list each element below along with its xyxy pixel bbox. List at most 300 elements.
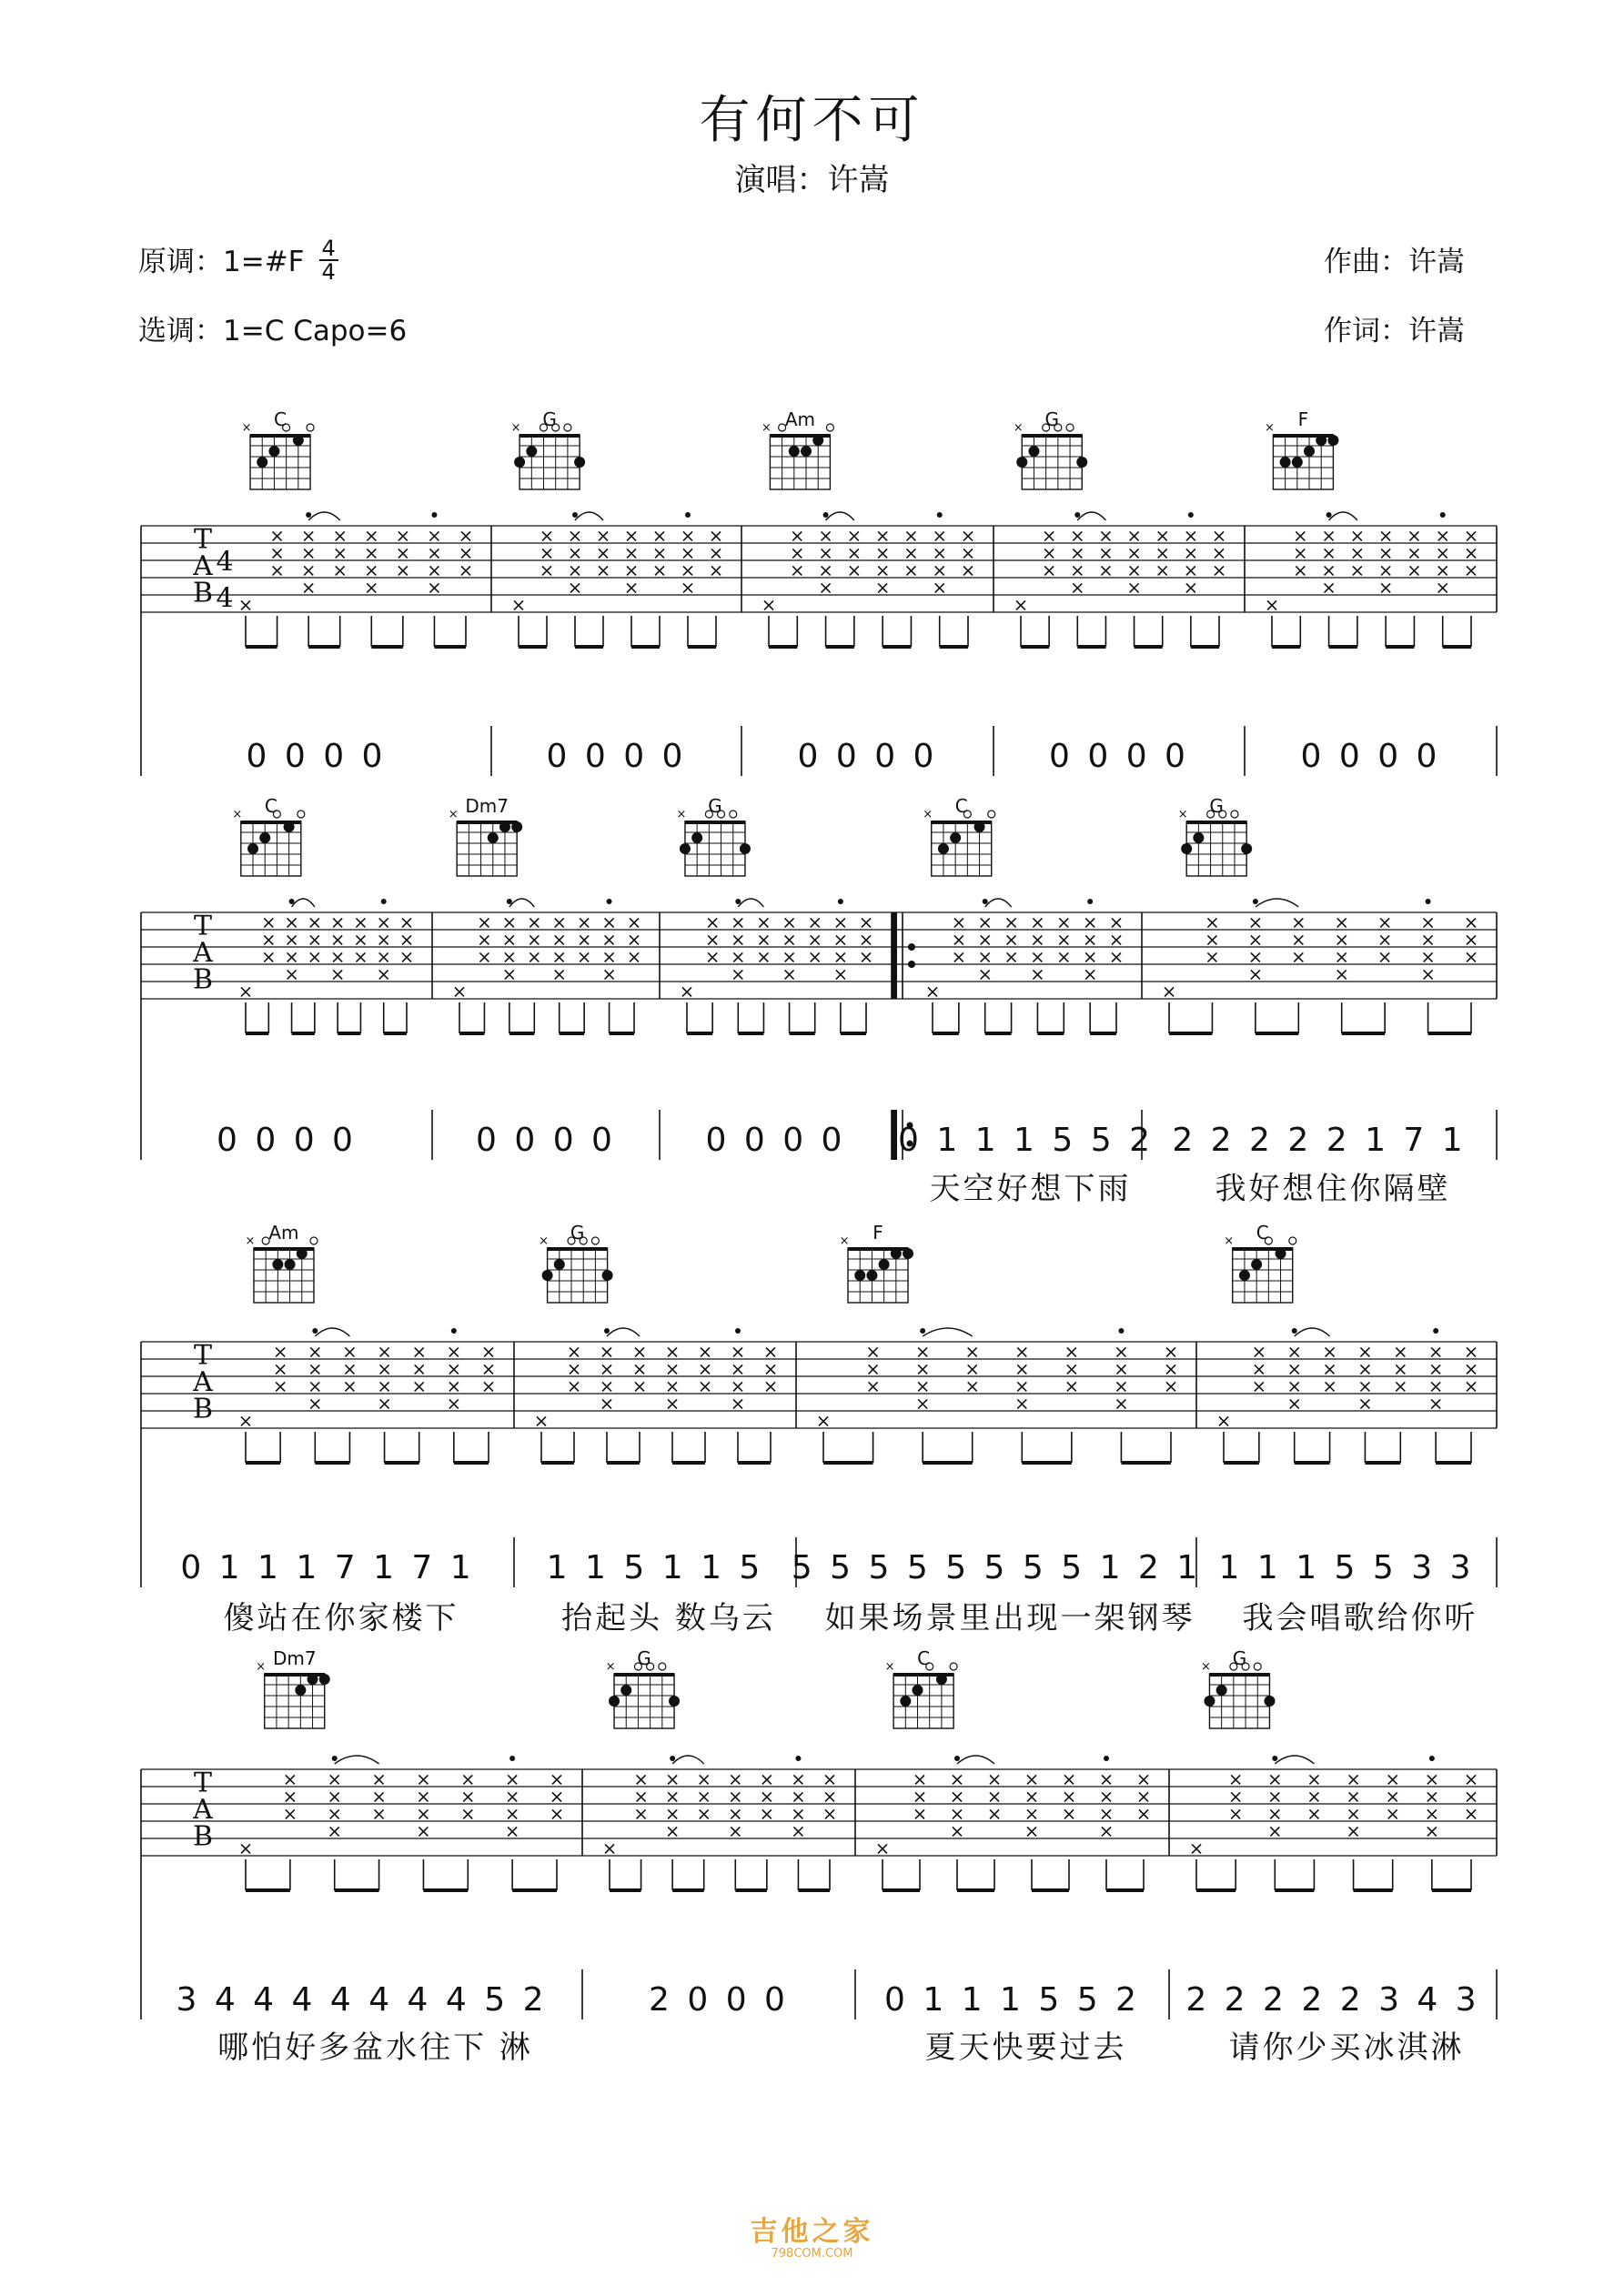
tab-strum-cross — [1251, 952, 1260, 962]
tab-strum-cross — [367, 583, 376, 592]
tab-strum-cross — [1326, 1347, 1335, 1356]
tab-strum-cross — [637, 1809, 646, 1818]
tab-strum-cross — [668, 1399, 677, 1408]
staccato-dot — [1253, 899, 1258, 904]
tab-strum-cross — [461, 549, 470, 558]
tab-strum-cross — [479, 918, 489, 927]
tab-strum-cross — [836, 952, 845, 962]
tab-strum-cross — [1431, 1382, 1440, 1391]
tab-strum-cross — [630, 918, 639, 927]
tab-strum-cross — [731, 1775, 740, 1784]
chord-muted-string: × — [839, 1234, 850, 1248]
tab-strum-cross — [1027, 1809, 1036, 1818]
tab-strum-cross — [310, 918, 319, 927]
tab-strum-cross — [953, 1827, 962, 1836]
tab-strum-cross — [811, 952, 820, 962]
chord-muted-string: × — [1201, 1660, 1211, 1674]
tie-arc — [1295, 1328, 1330, 1336]
time-signature-denominator: 4 — [216, 582, 234, 615]
chord-finger-dot — [609, 1696, 620, 1707]
tab-strum-cross — [1309, 1809, 1318, 1818]
tab-strum-cross — [1116, 1382, 1125, 1391]
chord-finger-dot — [574, 457, 585, 468]
tab-strum-cross — [878, 583, 887, 592]
tab-strum-cross — [1424, 970, 1433, 979]
chord-finger-dot — [284, 821, 295, 832]
staccato-dot — [954, 1756, 960, 1761]
chord-diagram-am — [246, 1222, 318, 1303]
tab-strum-cross — [1270, 1809, 1279, 1818]
chord-open-string — [730, 811, 737, 818]
numbered-notation: 0 0 0 0 — [217, 1122, 357, 1159]
tab-strum-cross — [1427, 1775, 1437, 1784]
tab-strum-cross — [762, 1775, 772, 1784]
tab-strum-cross — [990, 1809, 999, 1818]
tab-strum-cross — [580, 918, 589, 927]
tab-strum-cross — [398, 531, 408, 540]
tab-strum-cross — [1207, 952, 1216, 962]
tab-clef-letter: B — [192, 1820, 214, 1853]
chord-muted-string: × — [245, 1234, 256, 1248]
tab-strum-cross — [605, 935, 614, 944]
chord-finger-dot — [295, 1685, 306, 1696]
tab-strum-cross — [304, 549, 313, 558]
tab-strum-cross — [906, 566, 915, 575]
numbered-notation: 0 1 1 1 7 1 7 1 — [180, 1549, 475, 1586]
chord-finger-dot — [789, 446, 800, 457]
tie-arc — [509, 899, 534, 907]
tab-strum-cross — [333, 918, 342, 927]
tab-strum-cross — [1102, 1775, 1111, 1784]
watermark-logo: 吉他之家 — [750, 2216, 874, 2248]
tab-strum-cross — [836, 935, 845, 944]
tab-strum-cross — [850, 549, 859, 558]
tab-strum-cross — [811, 935, 820, 944]
tie-arc — [923, 1328, 973, 1336]
tab-strum-cross — [1467, 531, 1476, 540]
tab-strum-cross — [599, 549, 608, 558]
chord-finger-dot — [913, 1685, 923, 1696]
repeat-dot — [908, 961, 915, 968]
tab-strum-cross — [1467, 918, 1476, 927]
numbered-notation: 0 0 0 0 — [1300, 738, 1441, 775]
tab-strum-cross — [449, 1347, 459, 1356]
tab-strum-cross — [345, 1347, 354, 1356]
tab-strum-cross — [731, 1827, 740, 1836]
tab-strum-cross — [906, 549, 915, 558]
tab-strum-cross — [1409, 549, 1418, 558]
tab-strum-cross — [869, 1365, 878, 1374]
tab-strum-cross — [733, 970, 742, 979]
composer-credit: 作曲：许嵩 — [1324, 246, 1465, 278]
tab-strum-cross — [304, 531, 313, 540]
tab-strum-cross — [1467, 1382, 1476, 1391]
tab-strum-cross — [862, 952, 871, 962]
chord-open-string — [988, 811, 995, 818]
tab-bass-cross — [682, 987, 691, 996]
tab-strum-cross — [668, 1365, 677, 1374]
lyric-line: 我会唱歌给你听 — [1242, 1600, 1478, 1636]
tab-strum-cross — [380, 1347, 389, 1356]
tab-strum-cross — [1337, 918, 1347, 927]
chord-finger-dot — [285, 1259, 296, 1270]
tab-strum-cross — [1438, 566, 1447, 575]
chord-finger-dot — [542, 1270, 553, 1281]
tab-bass-cross — [819, 1416, 828, 1425]
tab-strum-cross — [1067, 1382, 1076, 1391]
tab-strum-cross — [793, 1792, 802, 1801]
tab-strum-cross — [711, 531, 721, 540]
tab-strum-cross — [762, 1809, 772, 1818]
tab-strum-cross — [530, 952, 539, 962]
tab-strum-cross — [530, 918, 539, 927]
tab-strum-cross — [683, 566, 692, 575]
tab-clef-letter: B — [192, 577, 214, 609]
tab-strum-cross — [419, 1792, 428, 1801]
tab-bass-cross — [605, 1844, 614, 1853]
tab-strum-cross — [310, 935, 319, 944]
chord-diagram-c — [885, 1647, 957, 1728]
tab-strum-cross — [356, 918, 365, 927]
chord-muted-string: × — [1224, 1234, 1235, 1248]
tab-strum-cross — [1349, 1827, 1358, 1836]
tab-strum-cross — [1158, 531, 1167, 540]
tab-strum-cross — [1158, 549, 1167, 558]
tie-arc — [308, 512, 340, 520]
chord-muted-string: × — [1013, 421, 1024, 435]
tab-strum-cross — [463, 1792, 472, 1801]
chord-finger-dot — [1016, 457, 1027, 468]
lyric-line: 如果场景里出现一架钢琴 — [824, 1600, 1195, 1636]
tab-strum-cross — [825, 1775, 834, 1784]
numbered-notation: 1 1 5 1 1 5 — [546, 1549, 764, 1586]
lyric-line: 请你少买冰淇淋 — [1228, 2029, 1465, 2066]
tab-strum-cross — [310, 1399, 319, 1408]
tab-strum-cross — [310, 1347, 319, 1356]
chord-name: C — [1256, 1222, 1269, 1244]
chord-finger-dot — [259, 832, 270, 843]
chord-finger-dot — [680, 843, 691, 854]
tab-strum-cross — [555, 935, 564, 944]
chord-diagram-c — [923, 795, 994, 876]
tab-strum-cross — [1158, 566, 1167, 575]
tab-strum-cross — [379, 935, 388, 944]
tab-strum-cross — [627, 549, 636, 558]
tab-bass-cross — [1165, 987, 1174, 996]
tab-strum-cross — [449, 1365, 459, 1374]
tab-strum-cross — [530, 935, 539, 944]
chord-grid — [548, 1248, 608, 1303]
tab-strum-cross — [668, 1809, 677, 1818]
tab-strum-cross — [375, 1792, 384, 1801]
chord-open-string — [1066, 424, 1074, 431]
staccato-dot — [1426, 899, 1431, 904]
tab-strum-cross — [1085, 935, 1094, 944]
lyric-line: 天空好想下雨 — [929, 1171, 1132, 1207]
tab-strum-cross — [330, 1827, 339, 1836]
tab-strum-cross — [605, 952, 614, 962]
page-title: 有何不可 — [699, 91, 925, 150]
tab-strum-cross — [330, 1809, 339, 1818]
tie-arc — [672, 1756, 704, 1764]
tab-strum-cross — [630, 935, 639, 944]
chord-muted-string: × — [1264, 421, 1275, 435]
tab-strum-cross — [1325, 566, 1334, 575]
chord-finger-dot — [308, 1674, 318, 1685]
chord-grid — [1022, 435, 1082, 489]
tab-strum-cross — [1116, 1365, 1125, 1374]
tab-strum-cross — [668, 1792, 677, 1801]
chord-finger-dot — [950, 832, 961, 843]
staccato-dot — [795, 1756, 801, 1761]
time-signature-bottom: 4 — [321, 258, 336, 285]
tab-strum-cross — [310, 952, 319, 962]
chord-finger-dot — [866, 1270, 877, 1281]
tab-strum-cross — [599, 566, 608, 575]
tab-strum-cross — [1139, 1809, 1148, 1818]
tab-strum-cross — [1325, 549, 1334, 558]
tab-strum-cross — [367, 566, 376, 575]
tab-clef-letter: T — [193, 523, 213, 556]
tab-bass-cross — [241, 600, 250, 609]
staccato-dot — [735, 1328, 741, 1334]
staccato-dot — [1104, 1756, 1109, 1761]
numbered-notation: 2 2 2 2 2 1 7 1 — [1172, 1122, 1467, 1159]
repeat-dot — [908, 943, 915, 951]
chord-finger-dot — [938, 843, 949, 854]
tab-strum-cross — [605, 918, 614, 927]
tab-strum-cross — [655, 566, 664, 575]
tab-strum-cross — [1255, 1365, 1264, 1374]
tab-strum-cross — [1112, 935, 1121, 944]
tab-strum-cross — [1067, 1347, 1076, 1356]
tab-strum-cross — [1027, 1775, 1036, 1784]
tab-strum-cross — [953, 1809, 962, 1818]
chord-name: F — [873, 1222, 883, 1244]
tab-strum-cross — [990, 1775, 999, 1784]
chord-finger-dot — [319, 1674, 330, 1685]
tab-strum-cross — [1059, 918, 1068, 927]
staccato-dot — [1326, 512, 1332, 518]
tab-strum-cross — [449, 1399, 459, 1408]
tab-strum-cross — [1353, 566, 1362, 575]
tab-strum-cross — [1467, 1347, 1476, 1356]
tab-strum-cross — [1215, 566, 1224, 575]
tie-arc — [985, 899, 1012, 907]
chord-finger-dot — [602, 1270, 613, 1281]
tab-strum-cross — [825, 1809, 834, 1818]
tab-strum-cross — [333, 935, 342, 944]
tab-strum-cross — [1007, 935, 1016, 944]
tab-strum-cross — [733, 1399, 742, 1408]
chord-name: G — [542, 408, 557, 430]
chord-name: Dm7 — [465, 795, 509, 817]
lyric-line: 我好想住你隔壁 — [1215, 1171, 1451, 1207]
staccato-dot — [1087, 899, 1093, 904]
tab-strum-cross — [555, 918, 564, 927]
tab-strum-cross — [1112, 952, 1121, 962]
tab-strum-cross — [555, 970, 564, 979]
tab-strum-cross — [429, 583, 439, 592]
tab-strum-cross — [276, 1347, 285, 1356]
tab-strum-cross — [375, 1809, 384, 1818]
chord-finger-dot — [903, 1248, 913, 1259]
tab-strum-cross — [505, 970, 514, 979]
tab-strum-cross — [1309, 1792, 1318, 1801]
tab-bass-cross — [1016, 600, 1025, 609]
chord-open-string — [1231, 811, 1238, 818]
tab-strum-cross — [1044, 549, 1054, 558]
tab-strum-cross — [1360, 1399, 1369, 1408]
tab-strum-cross — [708, 918, 717, 927]
tab-strum-cross — [850, 566, 859, 575]
tab-strum-cross — [379, 970, 388, 979]
tab-bass-cross — [764, 600, 773, 609]
tab-strum-cross — [1017, 1382, 1026, 1391]
tab-strum-cross — [822, 531, 831, 540]
tab-strum-cross — [981, 952, 990, 962]
tie-arc — [1256, 899, 1298, 907]
lyric-line: 傻站在你家楼下 — [223, 1600, 459, 1636]
tab-strum-cross — [733, 952, 742, 962]
tab-strum-cross — [415, 1382, 424, 1391]
tab-strum-cross — [1424, 935, 1433, 944]
tab-strum-cross — [906, 531, 915, 540]
tab-strum-cross — [1290, 1382, 1299, 1391]
tab-strum-cross — [836, 918, 845, 927]
tab-strum-cross — [869, 1382, 878, 1391]
chord-finger-dot — [669, 1696, 680, 1707]
tab-strum-cross — [655, 531, 664, 540]
tab-strum-cross — [954, 952, 963, 962]
tab-strum-cross — [1438, 583, 1447, 592]
tab-strum-cross — [701, 1365, 710, 1374]
tie-arc — [1329, 512, 1357, 520]
tab-strum-cross — [635, 1365, 644, 1374]
tab-strum-cross — [429, 566, 439, 575]
tab-strum-cross — [1467, 1365, 1476, 1374]
tab-strum-cross — [1427, 1827, 1437, 1836]
tab-strum-cross — [1467, 549, 1476, 558]
tab-strum-cross — [711, 566, 721, 575]
tab-strum-cross — [1388, 1809, 1397, 1818]
tab-strum-cross — [336, 566, 345, 575]
lyric-line: 夏天快要过去 — [924, 2029, 1127, 2066]
chord-finger-dot — [1276, 1248, 1286, 1259]
chord-finger-dot — [297, 1248, 308, 1259]
chord-open-string — [591, 1237, 599, 1244]
tab-strum-cross — [402, 952, 411, 962]
tab-strum-cross — [1102, 1809, 1111, 1818]
tab-strum-cross — [508, 1827, 517, 1836]
numbered-notation: 2 2 2 2 2 3 4 3 — [1185, 1981, 1480, 2019]
tab-strum-cross — [627, 583, 636, 592]
tab-strum-cross — [759, 935, 768, 944]
tab-strum-cross — [878, 549, 887, 558]
tab-strum-cross — [935, 583, 944, 592]
numbered-notation: 5 5 5 5 5 5 5 5 1 2 1 — [791, 1549, 1202, 1586]
chord-open-string — [826, 424, 833, 431]
tab-strum-cross — [287, 918, 297, 927]
tab-strum-cross — [1381, 583, 1390, 592]
numbered-notation: 0 0 0 0 — [705, 1122, 846, 1159]
tab-strum-cross — [918, 1382, 927, 1391]
chord-diagram-c — [242, 408, 314, 489]
tab-strum-cross — [981, 918, 990, 927]
tab-bass-cross — [241, 987, 250, 996]
tie-arc — [957, 1756, 994, 1764]
tab-strum-cross — [1207, 935, 1216, 944]
tab-strum-cross — [1033, 952, 1042, 962]
tab-strum-cross — [484, 1347, 493, 1356]
tab-strum-cross — [731, 1809, 740, 1818]
tab-strum-cross — [415, 1365, 424, 1374]
tab-strum-cross — [1251, 970, 1260, 979]
tab-strum-cross — [1186, 566, 1195, 575]
tab-strum-cross — [570, 549, 580, 558]
chord-name: G — [1044, 408, 1060, 430]
tab-strum-cross — [1438, 531, 1447, 540]
tab-strum-cross — [935, 549, 944, 558]
staccato-dot — [983, 899, 988, 904]
tab-strum-cross — [602, 1347, 611, 1356]
selected-key: 选调：1=C Capo=6 — [138, 315, 408, 347]
chord-name: G — [1232, 1647, 1247, 1669]
tab-bass-cross — [878, 1844, 887, 1853]
tab-strum-cross — [461, 566, 470, 575]
staccato-dot — [670, 1756, 675, 1761]
tab-strum-cross — [668, 1775, 677, 1784]
tab-strum-cross — [398, 549, 408, 558]
tab-strum-cross — [333, 952, 342, 962]
tab-strum-cross — [419, 1827, 428, 1836]
staccato-dot — [604, 1328, 610, 1334]
staccato-dot — [381, 899, 387, 904]
tab-strum-cross — [1231, 1792, 1240, 1801]
tab-strum-cross — [1251, 918, 1260, 927]
tab-strum-cross — [1337, 952, 1347, 962]
tab-strum-cross — [1007, 918, 1016, 927]
tab-strum-cross — [785, 918, 794, 927]
tab-strum-cross — [1381, 531, 1390, 540]
tab-strum-cross — [968, 1382, 977, 1391]
tab-strum-cross — [419, 1775, 428, 1784]
tab-strum-cross — [733, 1382, 742, 1391]
chord-name: G — [637, 1647, 651, 1669]
tab-strum-cross — [1467, 1792, 1476, 1801]
staccato-dot — [451, 1328, 457, 1334]
tab-strum-cross — [1044, 566, 1054, 575]
time-signature-numerator: 4 — [216, 546, 234, 579]
tab-strum-cross — [570, 1382, 579, 1391]
tab-strum-cross — [1290, 1365, 1299, 1374]
chord-diagram-g — [1014, 408, 1087, 489]
chord-name: G — [570, 1222, 585, 1244]
tab-strum-cross — [963, 531, 973, 540]
tab-strum-cross — [1130, 566, 1139, 575]
tab-strum-cross — [862, 918, 871, 927]
chord-muted-string: × — [923, 808, 933, 821]
tab-bass-cross — [1267, 600, 1276, 609]
tab-strum-cross — [954, 935, 963, 944]
tab-bass-cross — [241, 1416, 250, 1425]
tab-strum-cross — [1296, 531, 1305, 540]
chord-name: Dm7 — [272, 1647, 317, 1669]
tab-strum-cross — [1325, 583, 1334, 592]
chord-finger-dot — [1327, 435, 1338, 446]
chord-diagram-g — [606, 1647, 680, 1728]
chord-grid — [1209, 1674, 1269, 1728]
